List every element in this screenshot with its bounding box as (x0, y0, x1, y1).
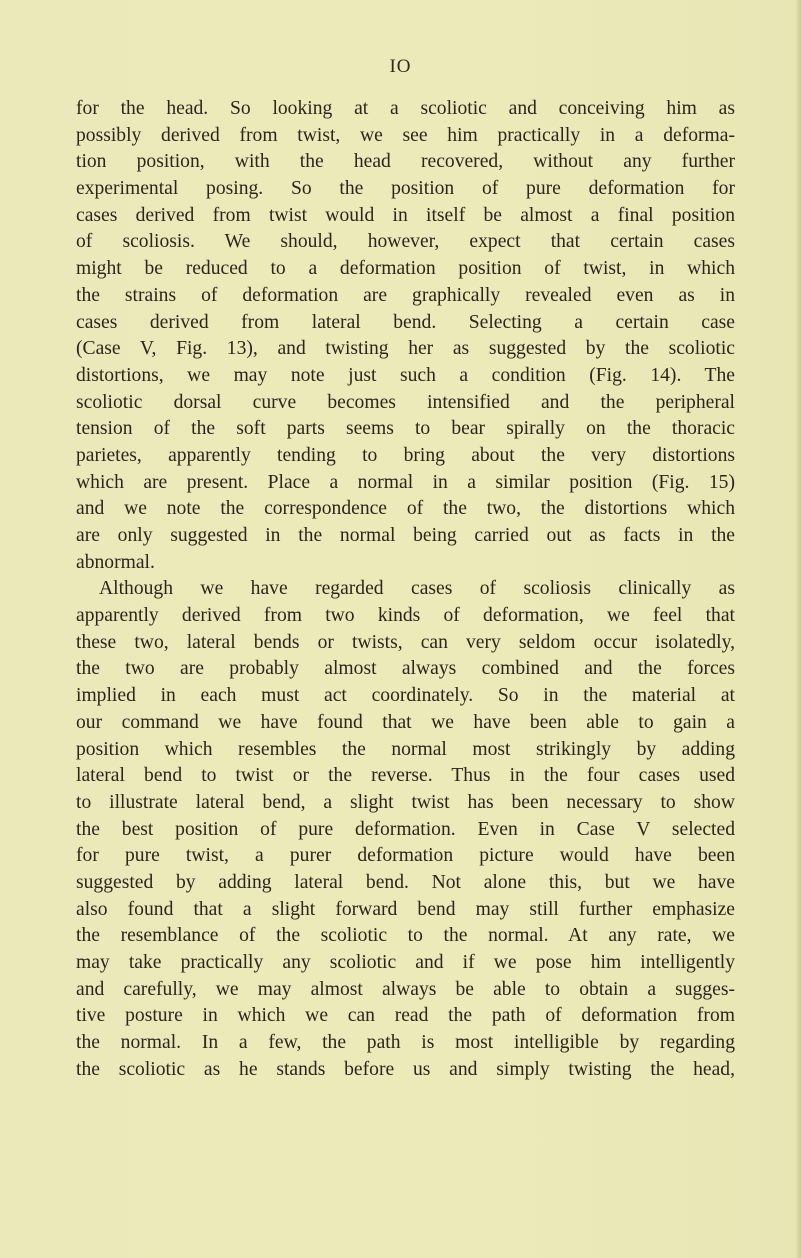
text-line: scoliotic dorsal curve becomes intensified and the peripheral (76, 391, 735, 413)
text-line: apparently derived from two kinds of deformation, we feel that (76, 605, 735, 627)
text-line: the scoliotic as he stands before us and simply twisting the head, (76, 1058, 735, 1080)
text-line: these two, lateral bends or twists, can very seldom occur isolatedly, (76, 631, 735, 653)
text-line: tension of the soft parts seems to bear spirally on the thoracic (76, 418, 735, 440)
text-line: the normal. In a few, the path is most intelligible by regarding (76, 1032, 735, 1054)
text-line: and we note the correspondence of the two, the distortions which (76, 498, 735, 520)
text-line: possibly derived from twist, we see him practically in a deforma- (76, 124, 735, 146)
text-line: our command we have found that we have been able to gain a (76, 711, 735, 733)
page-number: IO (389, 56, 412, 77)
paragraph-1 (76, 96, 735, 576)
page-edge-shadow (795, 0, 801, 1258)
text-line: lateral bend to twist or the reverse. Thus in the four cases used (76, 765, 735, 787)
text-line: also found that a slight forward bend may still further emphasize (76, 898, 735, 920)
paragraph-2 (76, 576, 735, 1083)
text-line: position which resembles the normal most strikingly by adding (76, 738, 735, 760)
text-line: tion position, with the head recovered, without any further (76, 151, 735, 173)
text-line: to illustrate lateral bend, a slight twist has been necessary to show (76, 791, 735, 813)
text-line: cases derived from twist would in itself be almost a final position (76, 204, 735, 226)
text-line: tive posture in which we can read the path of deformation from (76, 1005, 735, 1027)
body-text (76, 96, 735, 1083)
text-line: the resemblance of the scoliotic to the normal. At any rate, we (76, 925, 735, 947)
text-line: might be reduced to a deformation position of twist, in which (76, 258, 735, 280)
text-line: for pure twist, a purer deformation picture would have been (76, 845, 735, 867)
text-line: implied in each must act coordinately. So in the material at (76, 685, 735, 707)
text-line: Although we have regarded cases of scoliosis clinically as (99, 578, 735, 600)
text-line: distortions, we may note just such a condition (Fig. 14). The (76, 364, 735, 386)
text-line: parietes, apparently tending to bring about the very distortions (76, 444, 735, 466)
text-line: are only suggested in the normal being carried out as facts in the (76, 525, 735, 546)
text-line: may take practically any scoliotic and if we pose him intelligently (76, 952, 735, 973)
text-line: the two are probably almost always combined and the forces (76, 658, 735, 680)
text-line: for the head. So looking at a scoliotic and conceiving him as (76, 98, 735, 119)
text-line: cases derived from lateral bend. Selecting a certain case (76, 311, 735, 333)
text-line: (Case V, Fig. 13), and twisting her as suggested by the scoliotic (76, 338, 735, 360)
text-line: and carefully, we may almost always be able to obtain a sugges- (76, 978, 735, 1000)
text-line: suggested by adding lateral bend. Not alone this, but we have (76, 871, 735, 893)
text-line: the strains of deformation are graphically revealed even as in (76, 284, 735, 306)
text-line: experimental posing. So the position of pure deformation for (76, 178, 735, 200)
text-line: of scoliosis. We should, however, expect that certain cases (76, 231, 735, 253)
text-line: abnormal. (76, 551, 155, 573)
text-line: the best position of pure deformation. Even in Case V selected (76, 818, 735, 840)
text-line: which are present. Place a normal in a similar position (Fig. 15) (76, 471, 735, 493)
